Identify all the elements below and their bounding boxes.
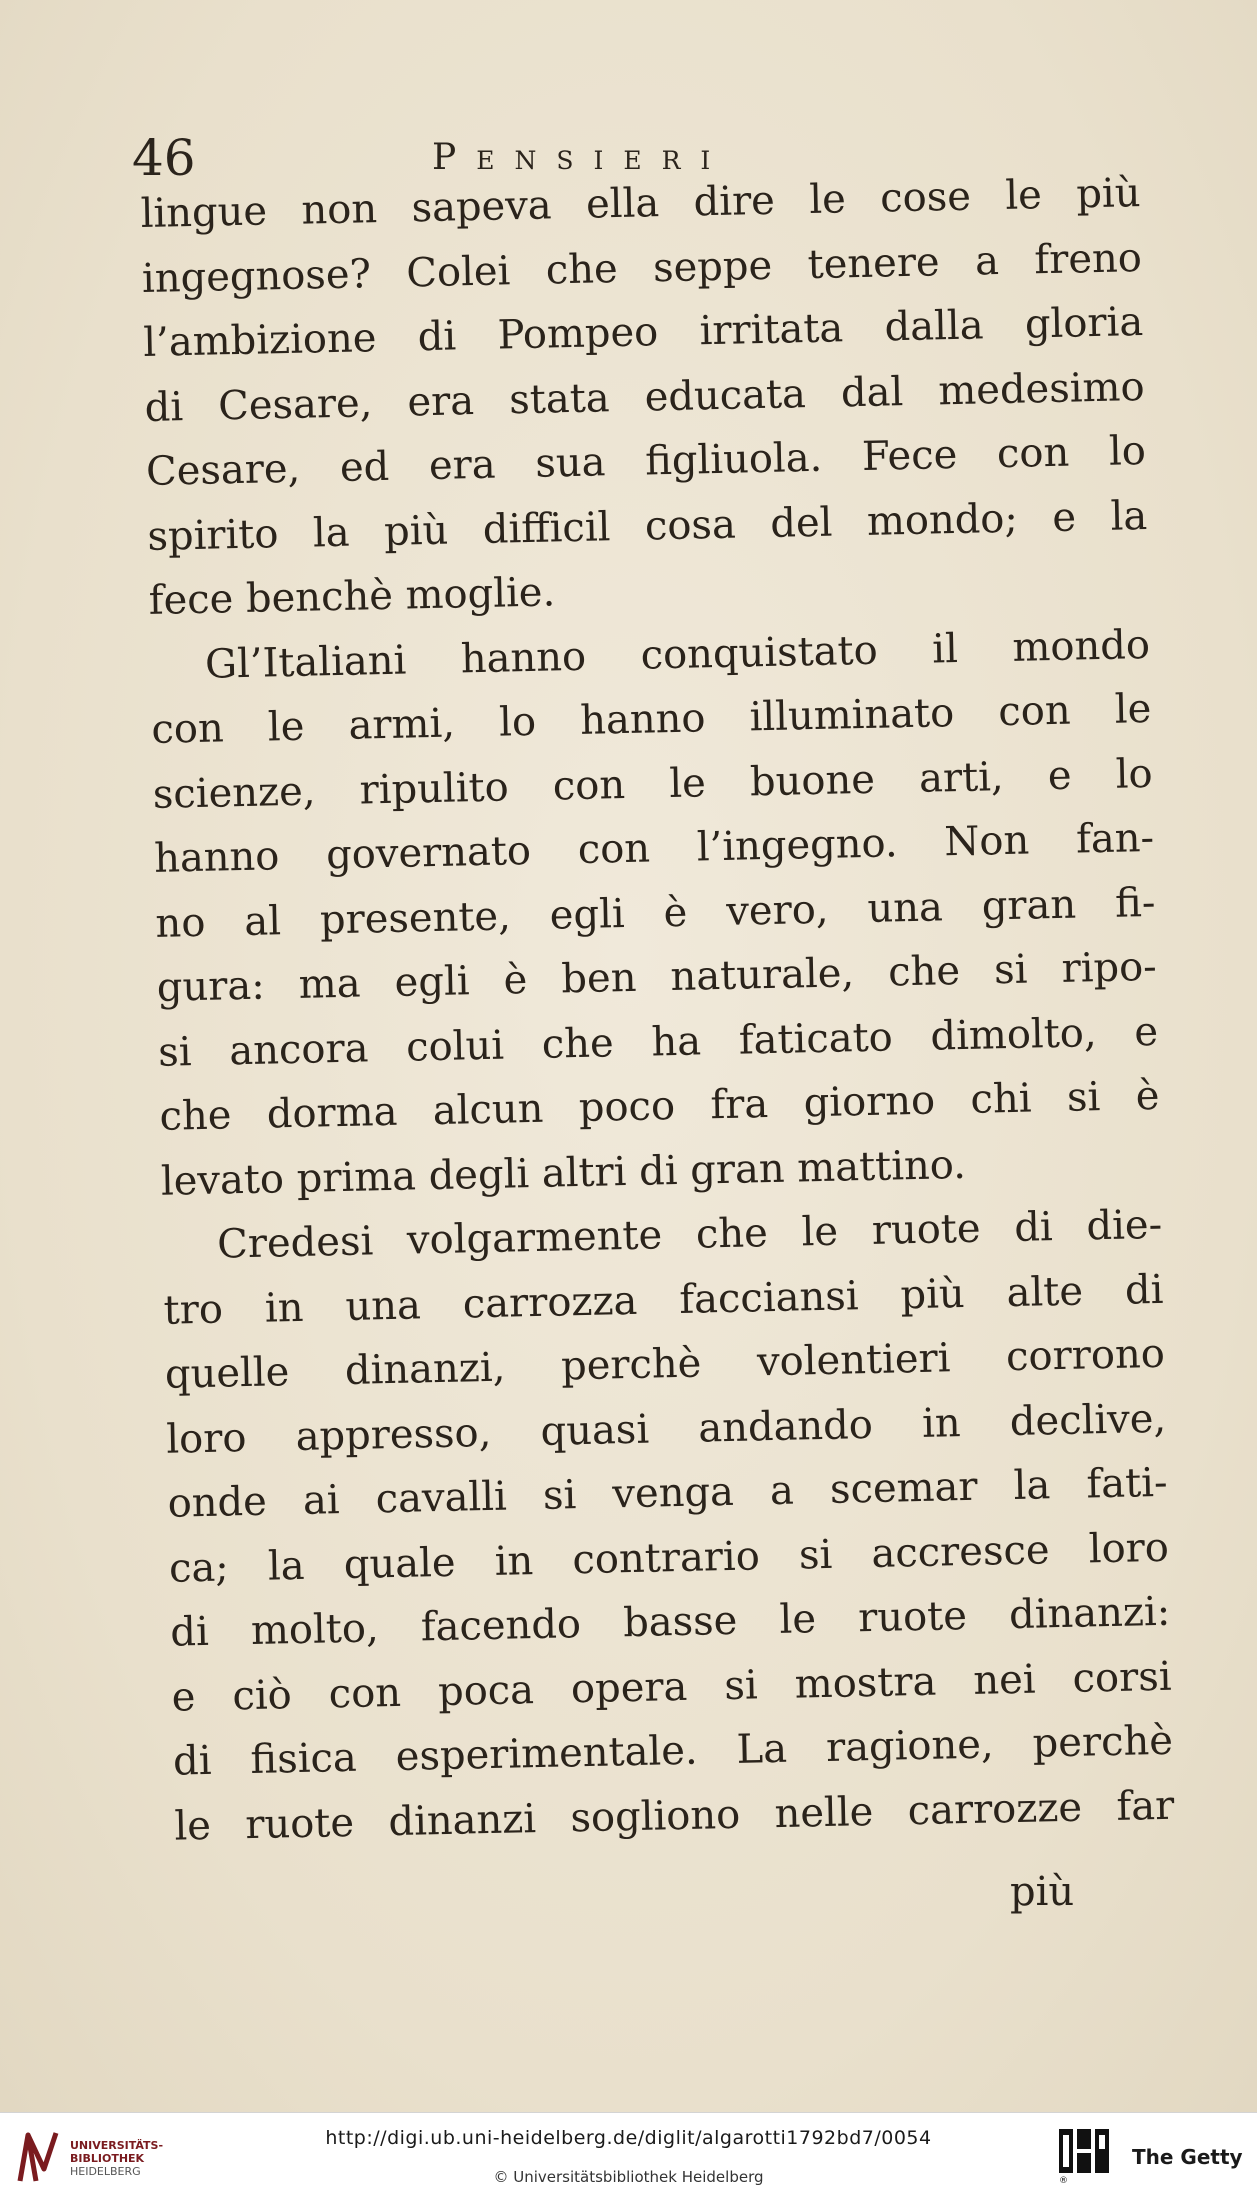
svg-text:®: ®: [1059, 2176, 1068, 2185]
source-url-link[interactable]: http://digi.ub.uni-heidelberg.de/diglit/algarotti1792bd7/0054: [325, 2127, 932, 2149]
text-line: spirito la più difficil cosa del mondo; e la: [146, 492, 1148, 560]
text-line: ingegnose? Colei che seppe tenere a freno: [141, 234, 1143, 302]
page-number: 46: [132, 129, 196, 187]
text-line: loro appresso, quasi andando in declive,: [165, 1395, 1167, 1463]
paragraph: [140, 161, 1149, 633]
text-line: di fisica esperimentale. La ragione, perchè: [172, 1717, 1174, 1785]
text-line: con le armi, lo hanno illuminato con le: [150, 685, 1152, 753]
library-logo-line: UNIVERSITÄTS-: [70, 2139, 164, 2152]
text-line: ca; la quale in contrario si accresce loro: [168, 1524, 1170, 1592]
text-line: no al presente, egli è vero, una gran fi-: [155, 879, 1156, 947]
text-line: hanno governato con l’ingegno. Non fan-: [153, 814, 1155, 882]
paragraph: [149, 612, 1161, 1213]
text-line: le ruote dinanzi sogliono nelle carrozze far: [173, 1782, 1175, 1850]
paragraph: [162, 1193, 1175, 1859]
text-line: gura: ma egli è ben naturale, che si ripo-: [156, 943, 1158, 1011]
text-line: fece benchè moglie.: [148, 569, 556, 624]
text-line: lingue non sapeva ella dire le cose le più: [140, 170, 1141, 237]
text-line: che dorma alcun poco fra giorno chi si è: [159, 1072, 1160, 1140]
catchword: più: [1010, 1869, 1075, 1915]
text-line: e ciò con poca opera si mostra nei corsi: [171, 1653, 1173, 1721]
footer-bar: [0, 2112, 1257, 2198]
library-logo-line: HEIDELBERG: [70, 2165, 141, 2178]
text-line: Cesare, ed era sua figliuola. Fece con lo: [145, 427, 1147, 495]
text-line: levato prima degli altri di gran mattino.: [160, 1141, 967, 1205]
getty-logo-label: The Getty: [1132, 2145, 1243, 2169]
getty-mark-icon: [1055, 2127, 1115, 2185]
text-line: di Cesare, era stata educata dal medesimo: [144, 363, 1145, 431]
text-line: Credesi volgarmente che le ruote di die-: [216, 1201, 1163, 1268]
text-line: di molto, facendo basse le ruote dinanzi:: [169, 1588, 1171, 1656]
text-line: Gl’Italiani hanno conquistato il mondo: [204, 621, 1151, 688]
text-line: si ancora colui che ha faticato dimolto, e: [157, 1008, 1159, 1076]
text-line: onde ai cavalli si venga a scemar la fati-: [167, 1459, 1168, 1527]
getty-logo[interactable]: [1055, 2127, 1245, 2187]
text-line: scienze, ripulito con le buone arti, e lo: [152, 750, 1154, 818]
text-line: quelle dinanzi, perchè volentieri corrono: [164, 1330, 1166, 1398]
body-text: [140, 161, 1175, 1859]
text-line: tro in una carrozza facciansi più alte di: [163, 1266, 1164, 1334]
copyright-notice: © Universitätsbibliothek Heidelberg: [493, 2168, 764, 2186]
running-title: Pensieri: [432, 137, 731, 178]
library-logo-line: BIBLIOTHEK: [70, 2152, 145, 2165]
text-line: l’ambizione di Pompeo irritata dalla gloria: [142, 299, 1144, 366]
